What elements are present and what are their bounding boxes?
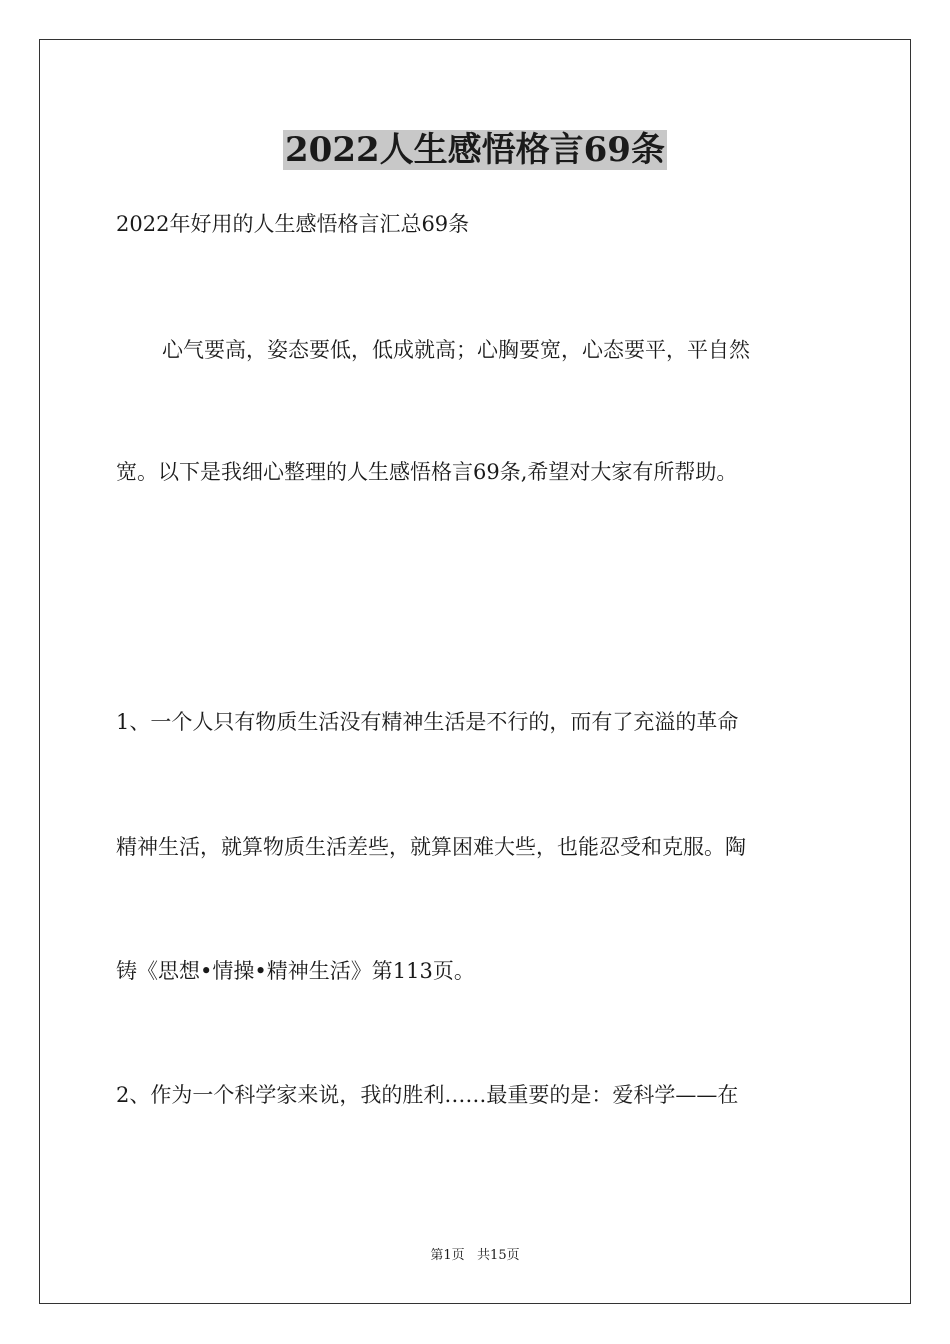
intro-line-1: 心气要高，姿态要低，低成就高；心胸要宽，心态要平，平自然 <box>162 338 750 362</box>
document-title-text: 2022人生感悟格言69条 <box>285 130 665 170</box>
document-title <box>0 124 950 176</box>
page-number-footer: 第1页 共15页 <box>430 1248 520 1263</box>
document-subtitle: 2022年好用的人生感悟格言汇总69条 <box>116 212 470 236</box>
quote-1-line-2: 精神生活，就算物质生活差些，就算困难大些，也能忍受和克服。陶 <box>116 835 746 859</box>
quote-1-line-1: 1、一个人只有物质生活没有精神生活是不行的，而有了充溢的革命 <box>116 710 739 734</box>
intro-line-2: 宽。以下是我细心整理的人生感悟格言69条,希望对大家有所帮助。 <box>116 460 738 484</box>
quote-1-line-3: 铸《思想•情操•精神生活》第113页。 <box>116 959 475 983</box>
quote-2-line-1: 2、作为一个科学家来说，我的胜利……最重要的是：爱科学——在 <box>116 1083 739 1107</box>
